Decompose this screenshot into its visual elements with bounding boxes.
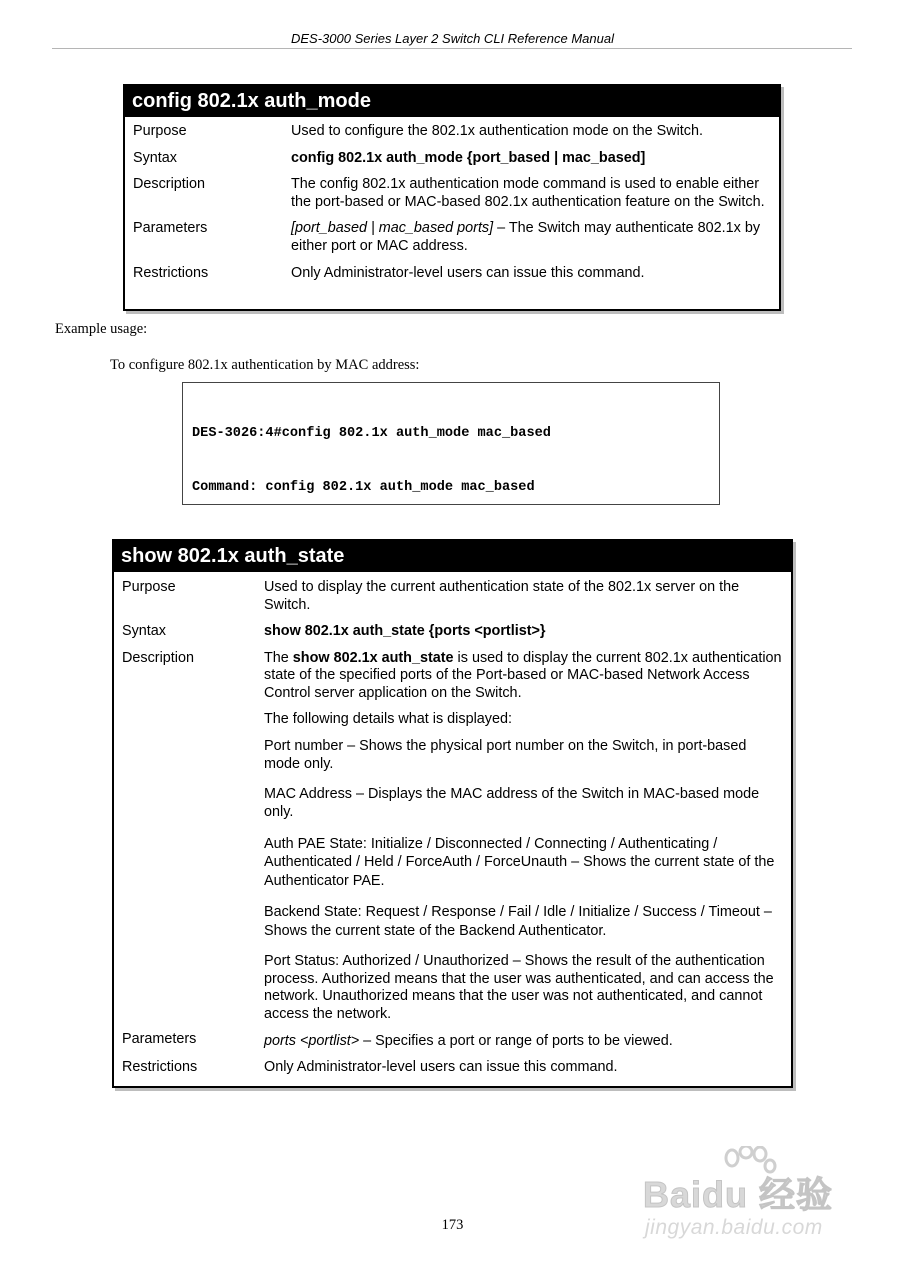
- code-line: Command: config 802.1x auth_mode mac_based: [192, 480, 535, 495]
- show-auth-state-table: [112, 539, 793, 1088]
- detail-port-number: Port number – Shows the physical port number on the Switch, in port-based mode only.: [264, 738, 747, 772]
- row-label: Restrictions: [122, 1059, 198, 1075]
- row-label: Parameters: [122, 1031, 197, 1048]
- intro-command: show 802.1x auth_state: [292, 649, 454, 666]
- detail-backend: Backend State: Request / Response / Fail / Idle / Initialize / Success / Timeout – Shows the current state of the Backend Authenticator.: [264, 904, 772, 939]
- row-value: Only Administrator-level users can issue this command.: [291, 264, 645, 281]
- intro-suffix: is used to display the current 802.1x authentication state of the specified ports of the Port-based or MAC-based Network Access Control server application on the Switch.: [264, 649, 782, 701]
- syntax-row: [125, 141, 779, 168]
- watermark-brand: Baidu 经验: [643, 1174, 834, 1215]
- row-value: The config 802.1x authentication mode command is used to enable either the port-based or MAC-based 802.1x authentication feature on the Switch.: [291, 176, 765, 210]
- syntax-value: config 802.1x auth_mode {port_based | mac_based]: [291, 149, 646, 166]
- description-value: [264, 650, 791, 1024]
- detail-mac-address: MAC Address – Displays the MAC address of the Switch in MAC-based mode only.: [264, 786, 760, 820]
- description-intro: [264, 650, 783, 703]
- command-title: show 802.1x auth_state: [114, 541, 791, 572]
- row-label: Description: [122, 649, 194, 666]
- row-value: [291, 220, 779, 255]
- running-header: DES-3000 Series Layer 2 Switch CLI Reference Manual: [291, 31, 614, 46]
- row-label: Restrictions: [133, 264, 209, 281]
- row-label: Parameters: [133, 220, 208, 237]
- description-row: [125, 167, 779, 211]
- restrictions-row: [125, 256, 779, 283]
- param-name: ports <portlist>: [264, 1033, 360, 1050]
- parameters-row: [125, 211, 779, 255]
- row-value: Used to configure the 802.1x authentication mode on the Switch.: [291, 123, 703, 139]
- example-label: Example usage:: [55, 321, 148, 337]
- purpose-row: [125, 117, 779, 141]
- row-value: [264, 1031, 791, 1051]
- detail-auth-pae: Auth PAE State: Initialize / Disconnected / Connecting / Authenticating / Authenticated / Held / ForceAuth / ForceUnauth – Shows the current state of the Authenticator PAE.: [264, 835, 775, 889]
- row-label: Purpose: [133, 123, 187, 139]
- description-row: [114, 641, 791, 1024]
- param-desc: – The Switch may authenticate 802.1x by either port or MAC address.: [291, 220, 761, 254]
- command-title: config 802.1x auth_mode: [125, 86, 779, 117]
- row-value: Only Administrator-level users can issue this command.: [264, 1059, 618, 1075]
- config-auth-mode-table: [123, 84, 781, 311]
- syntax-value: show 802.1x auth_state {ports <portlist>}: [264, 623, 546, 640]
- code-line: DES-3026:4#config 802.1x auth_mode mac_based: [192, 426, 551, 441]
- example-description: To configure 802.1x authentication by MAC address:: [110, 357, 420, 373]
- row-value: Used to display the current authentication state of the 802.1x server on the Switch.: [264, 579, 740, 613]
- row-label: Purpose: [122, 579, 176, 595]
- restrictions-row: [114, 1051, 791, 1077]
- header-rule: [52, 48, 852, 49]
- purpose-row: [114, 572, 791, 614]
- parameters-row: [114, 1023, 791, 1051]
- details-heading: The following details what is displayed:: [264, 710, 512, 727]
- watermark-url: jingyan.baidu.com: [645, 1216, 823, 1239]
- param-name: [port_based | mac_based ports]: [291, 220, 494, 237]
- detail-port-status: Port Status: Authorized / Unauthorized – Shows the result of the authentication process. Authorized means that the user was authenticated, and can access the network. Unauthorized means that the user was not authenticated, and cannot access the network.: [264, 953, 774, 1022]
- intro-prefix: The: [264, 649, 293, 666]
- param-desc: – Specifies a port or range of ports to be viewed.: [359, 1033, 673, 1050]
- row-label: Description: [133, 176, 205, 193]
- row-label: Syntax: [133, 149, 177, 166]
- row-label: Syntax: [122, 623, 166, 640]
- syntax-row: [114, 614, 791, 641]
- cli-example-code: [182, 382, 720, 505]
- page-number: 173: [441, 1217, 464, 1233]
